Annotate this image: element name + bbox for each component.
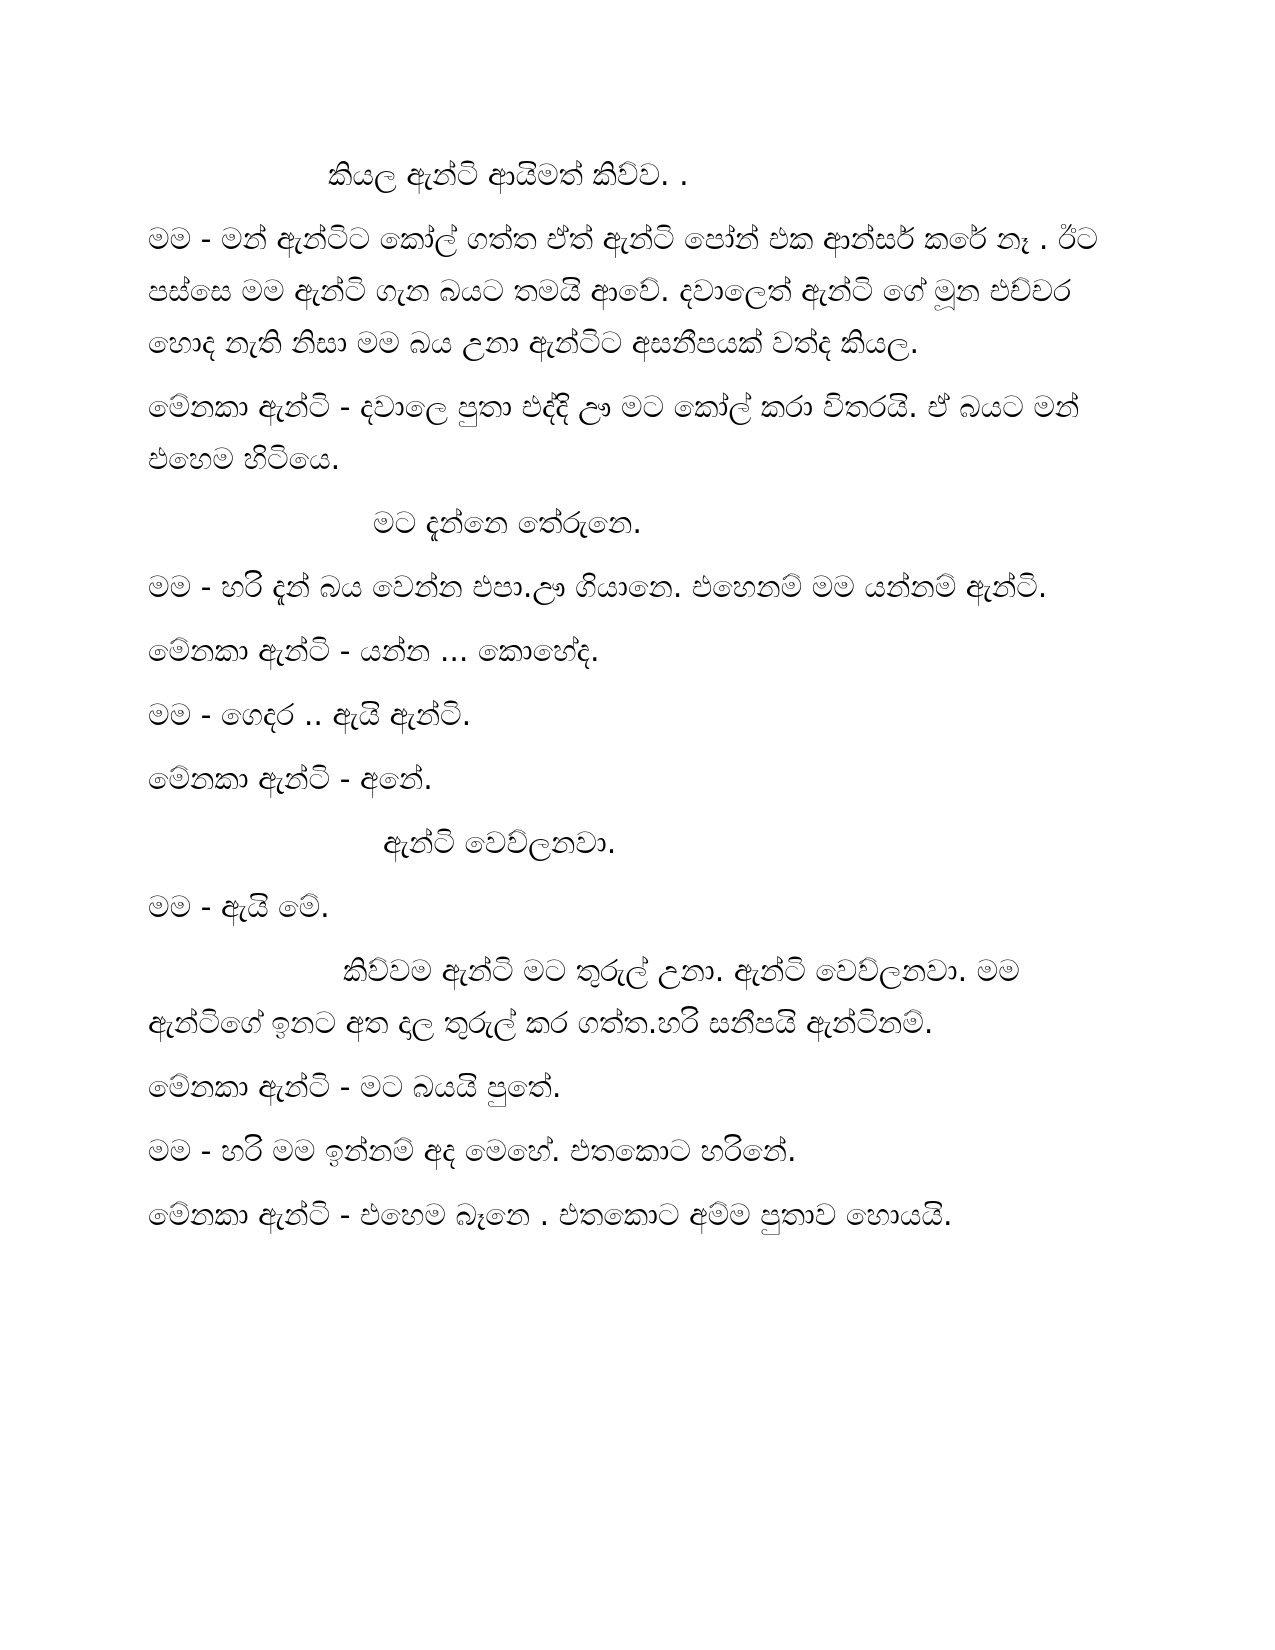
dialogue-paragraph: මේනකා ඇන්ටි - අනේ. [148, 762, 433, 797]
narration-paragraph: කියල ඇන්ටි ආයිමත් කිව්ව. . [328, 158, 689, 193]
narration-paragraph: මට දැන්නෙ තේරුනෙ. [373, 506, 642, 541]
narration-paragraph: කිව්වම ඇන්ටි මට තුරුල් උනා. ඇන්ටි වෙව්ලනවා. මම ඇන්ටිගේ ඉනට අත දාල තුරුල් කර ගත්ත.හරි සනීපයි ඇන්ටිනම්. [148, 954, 1020, 1041]
document-body [148, 150, 1098, 1254]
dialogue-paragraph: මේනකා ඇන්ටි - එහෙම බෑනෙ . එතකොට අම්ම පුතාව හොයයි. [148, 1198, 953, 1233]
dialogue-paragraph: මේනකා ඇන්ටි - යන්න ... කොහේද. [148, 634, 600, 669]
dialogue-paragraph: මේනකා ඇන්ටි - මට බයයි පුතේ. [148, 1070, 562, 1105]
narration-paragraph: ඇන්ටි වෙව්ලනවා. [383, 826, 617, 861]
dialogue-paragraph: මේනකා ඇන්ටි - දවාලෙ පුතා එද්දි ඌ මට කෝල් කරා විතරයි. ඒ බයට මන් එහෙම හිටියෙ. [148, 390, 1080, 477]
dialogue-paragraph: මම - හරි මම ඉන්නම් අද මෙහේ. එතකොට හරිනේ. [148, 1134, 797, 1169]
dialogue-paragraph: මම - මන් ඇන්ටිට කෝල් ගත්ත ඒත් ඇන්ටි පෝන් එක ආන්සර් කරේ නෑ . ඊට පස්සෙ මම ඇන්ටි ගැන බයට තමයි ආවේ. දවාලෙත් ඇන්ටි ගේ මූන එච්චර හොද නැති නිසා මම බය උනා ඇන්ටිට අසනීපයක් වත්ද කියල. [148, 222, 1098, 361]
dialogue-paragraph: මම - ඇයි මේ. [148, 890, 330, 925]
dialogue-paragraph: මම - හරි දැන් බය වෙන්න එපා.ඌ ගියානෙ. එහෙනම් මම යන්නම් ඇන්ටි. [148, 570, 1048, 605]
dialogue-paragraph: මම - ගෙදර .. ඇයි ඇන්ටි. [148, 698, 472, 733]
